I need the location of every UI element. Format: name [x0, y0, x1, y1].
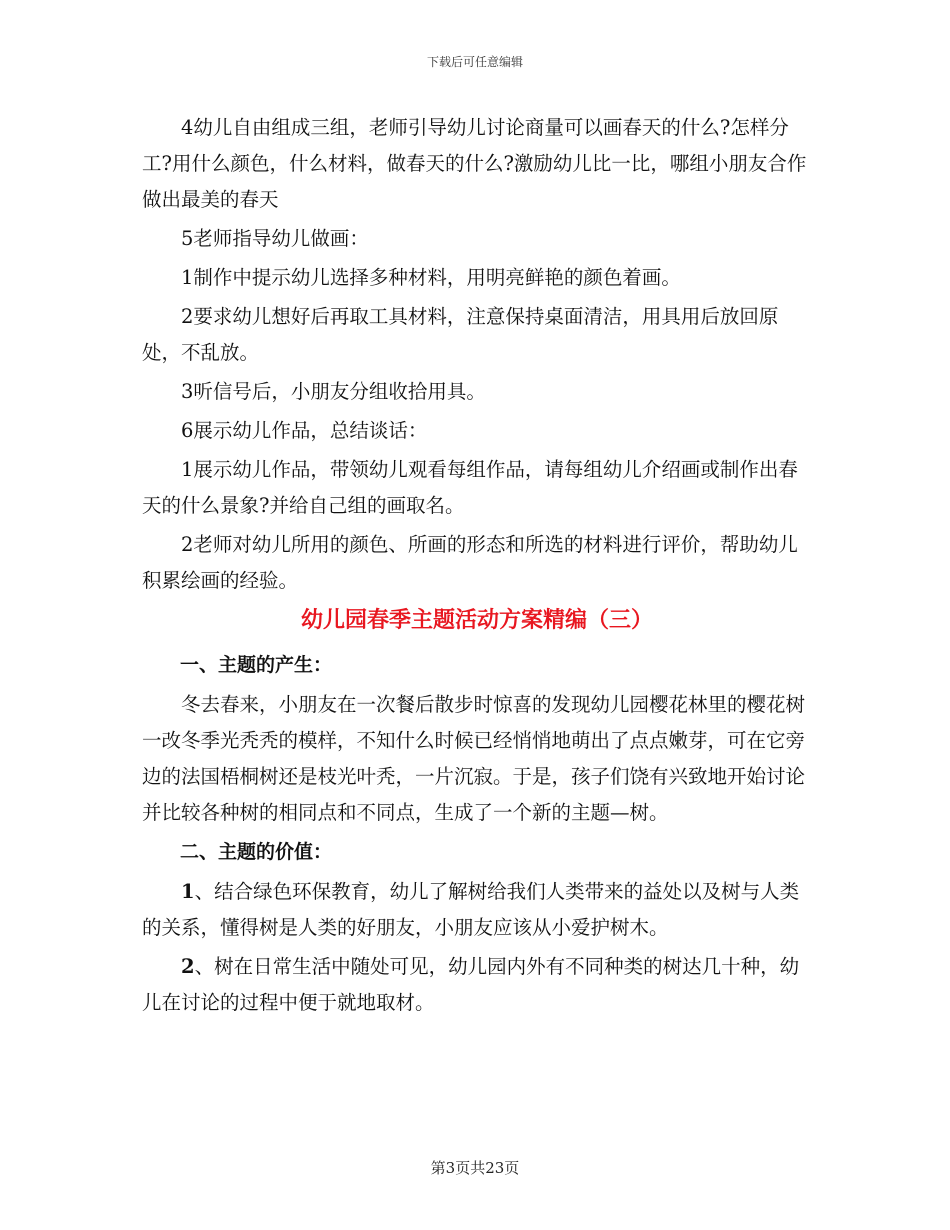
- paragraph: 5老师指导幼儿做画：: [181, 227, 369, 250]
- paragraph: 3听信号后，小朋友分组收拾用具。: [181, 380, 486, 403]
- document-body: [142, 110, 812, 1024]
- list-item-number: 1: [181, 880, 195, 903]
- paragraph: 4幼儿自由组成三组，老师引导幼儿讨论商量可以画春天的什么?怎样分工?用什么颜色，什么材料，做春天的什么?激励幼儿比一比，哪组小朋友合作做出最美的春天: [142, 116, 807, 211]
- list-item-text: 、树在日常生活中随处可见，幼儿园内外有不同种类的树达几十种，幼儿在讨论的过程中便于就地取材。: [142, 955, 800, 1014]
- paragraph: 冬去春来，小朋友在一次餐后散步时惊喜的发现幼儿园樱花林里的樱花树一改冬季光秃秃的模样，不知什么时候已经悄悄地萌出了点点嫩芽，可在它旁边的法国梧桐树还是枝光叶秃，一片沉寂。于是，孩子们饶有兴致地开始讨论并比较各种树的相同点和不同点，生成了一个新的主题—树。: [142, 693, 806, 824]
- page-footer: 第3页共23页: [430, 1159, 520, 1177]
- section-heading: 二、主题的价值：: [180, 841, 333, 863]
- list-item-number: 2: [181, 955, 195, 978]
- list-item: [142, 949, 812, 1021]
- list-item-text: 、结合绿色环保教育，幼儿了解树给我们人类带来的益处以及树与人类的关系，懂得树是人类的好朋友，小朋友应该从小爱护树木。: [142, 880, 800, 939]
- paragraph: 6展示幼儿作品，总结谈话：: [181, 419, 428, 442]
- paragraph: 1制作中提示幼儿选择多种材料，用明亮鲜艳的颜色着画。: [181, 266, 681, 289]
- paragraph: 2要求幼儿想好后再取工具材料，注意保持桌面清洁，用具用后放回原处，不乱放。: [142, 305, 779, 364]
- list-item: [142, 874, 812, 946]
- section-heading: 一、主题的产生：: [180, 654, 333, 676]
- page-header: 下载后可任意编辑: [426, 55, 523, 69]
- paragraph: 2老师对幼儿所用的颜色、所画的形态和所选的材料进行评价，帮助幼儿积累绘画的经验。: [142, 533, 798, 592]
- paragraph: 1展示幼儿作品，带领幼儿观看每组作品，请每组幼儿介绍画或制作出春天的什么景象?并给自己组的画取名。: [142, 458, 798, 517]
- section-title: 幼儿园春季主题活动方案精编（三）: [300, 608, 653, 633]
